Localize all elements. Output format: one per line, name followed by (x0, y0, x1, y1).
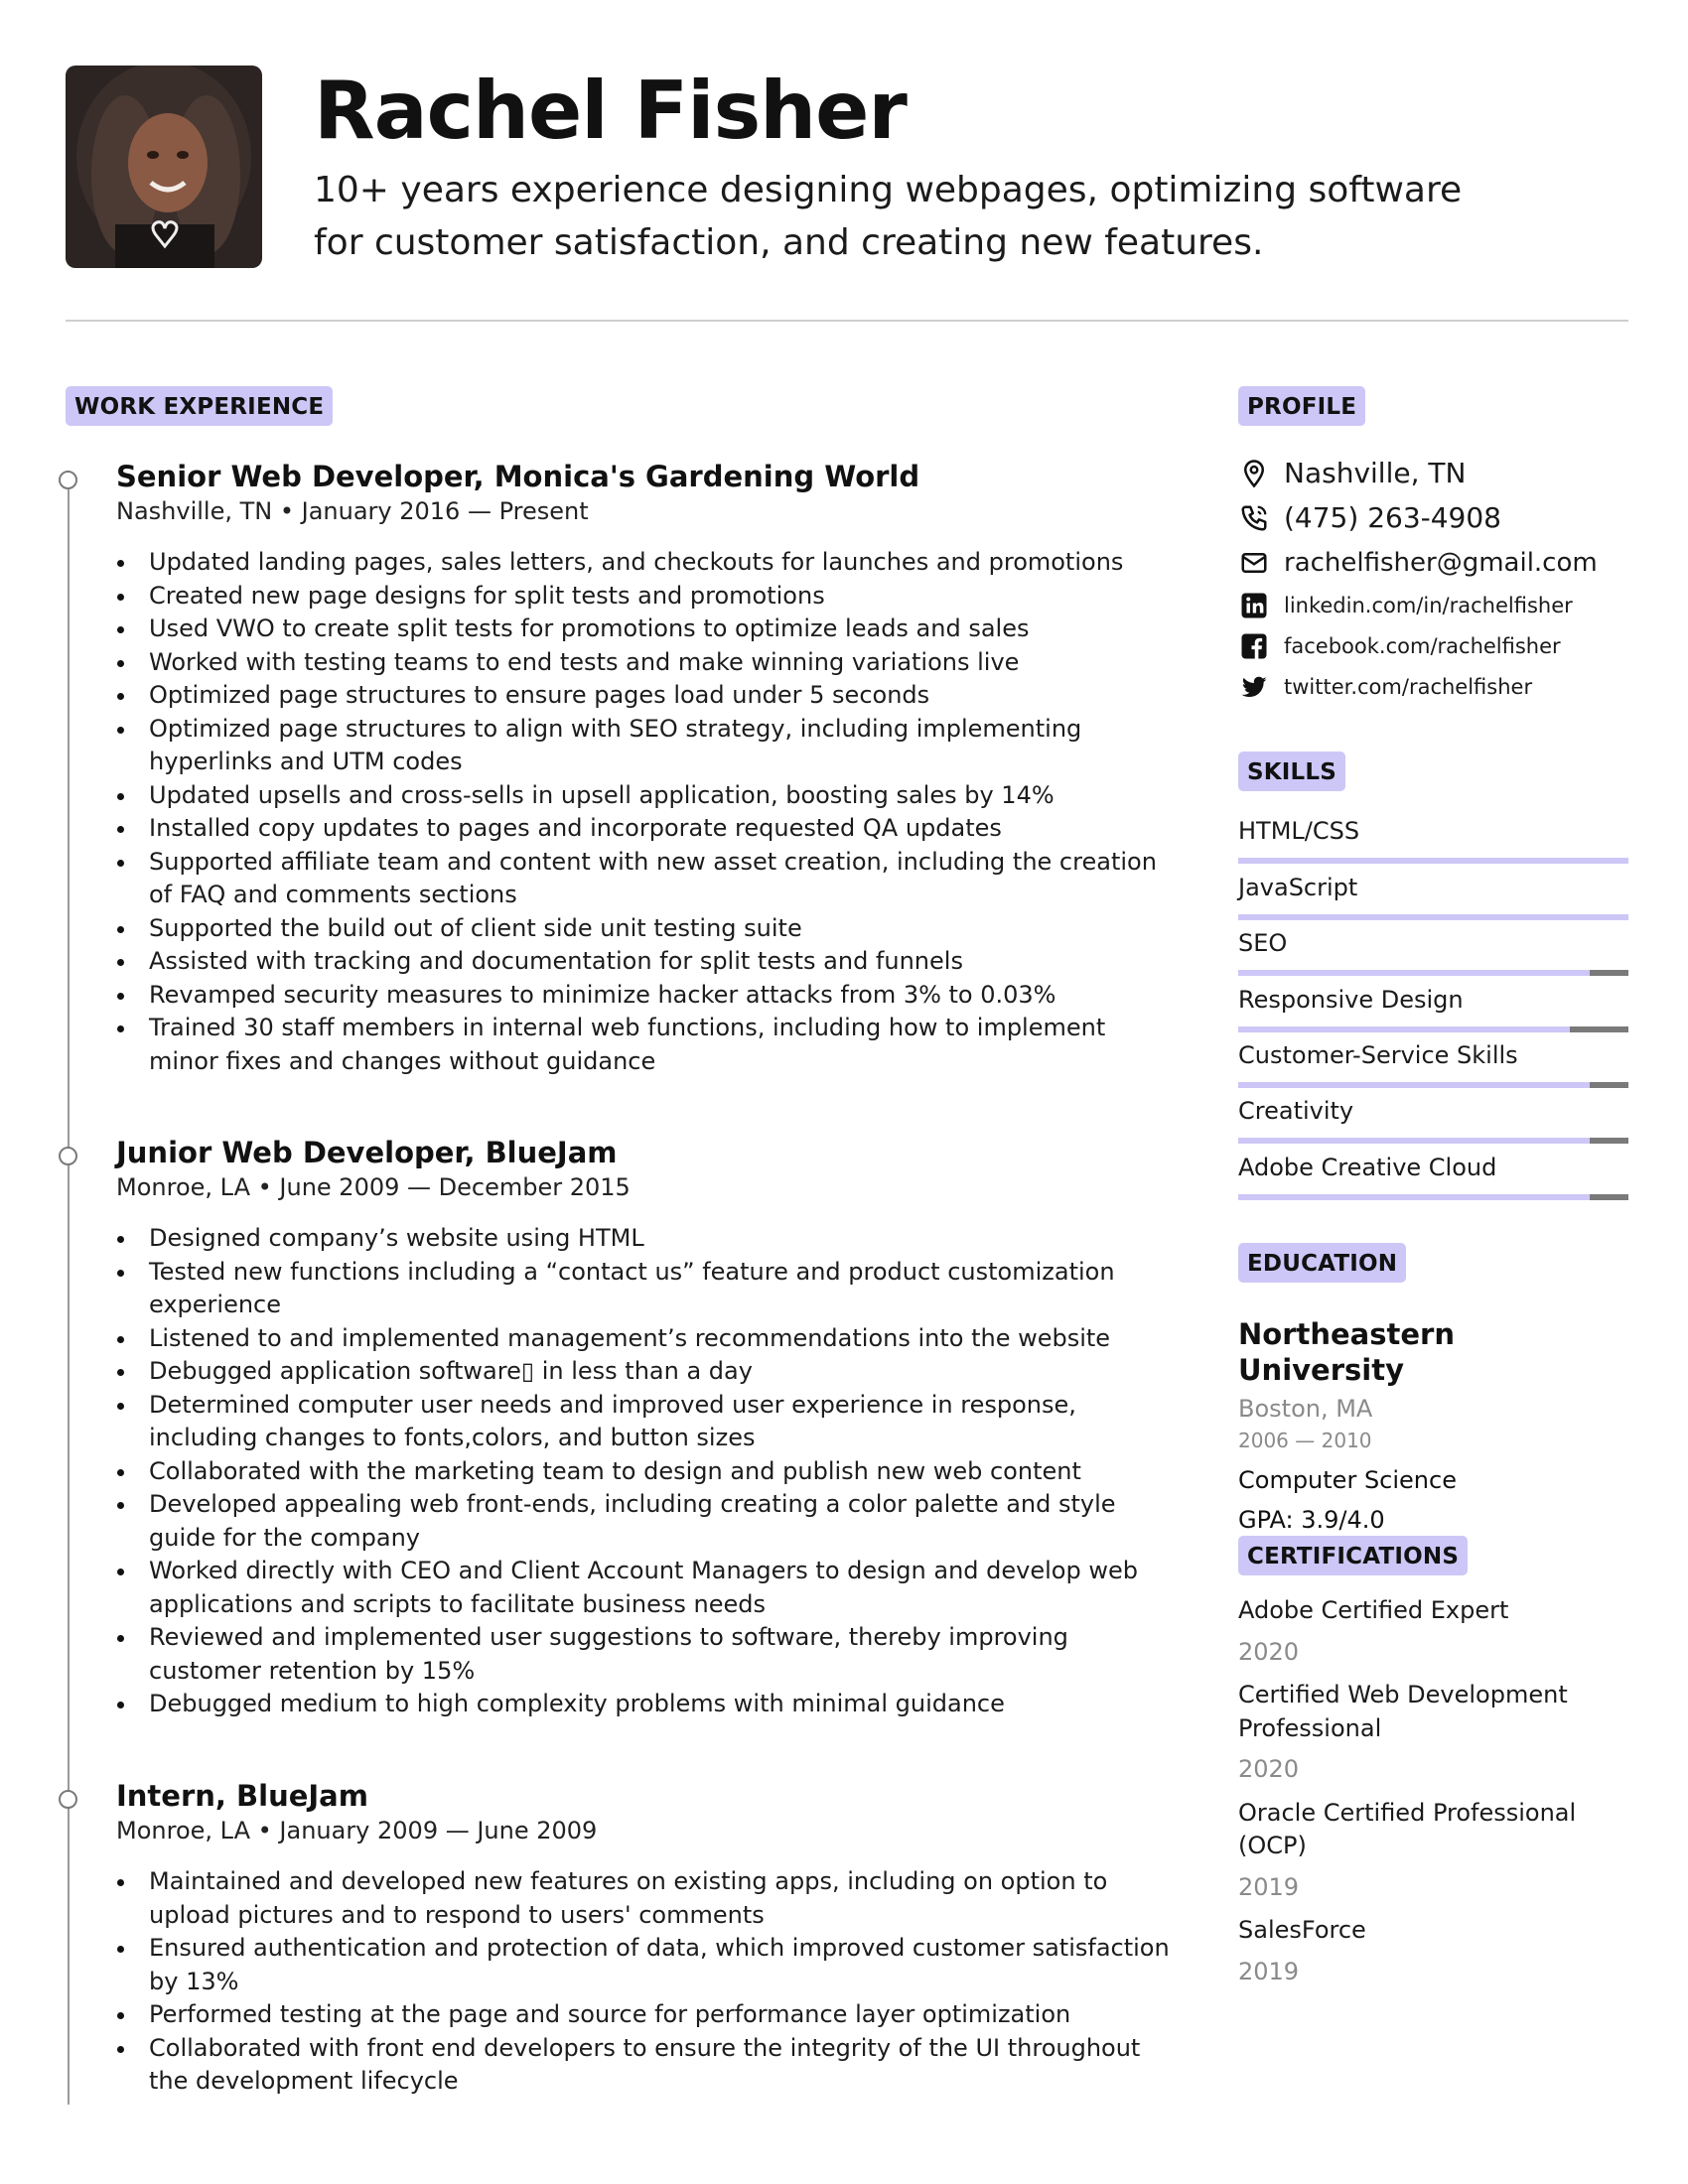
job-bullet: Installed copy updates to pages and incorporate requested QA updates (147, 812, 1178, 846)
profile-photo-image (66, 66, 262, 268)
job-bullet: Worked with testing teams to end tests and make winning variations live (147, 646, 1178, 680)
job-bullet: Supported affiliate team and content with new asset creation, including the creation of FAQ and comments sections (147, 846, 1178, 912)
work-experience-heading: WORK EXPERIENCE (66, 386, 333, 426)
skill-item (1238, 873, 1628, 920)
contact-linkedin (1238, 585, 1630, 625)
job-bullet: Revamped security measures to minimize hacker attacks from 3% to 0.03% (147, 979, 1178, 1013)
job-bullet-list (66, 1865, 1178, 2099)
certification-year: 2020 (1238, 1755, 1300, 1783)
linkedin-link[interactable]: linkedin.com/in/rachelfisher (1284, 593, 1573, 617)
timeline-dot (59, 471, 77, 489)
contact-email (1238, 540, 1630, 585)
job-bullet-list (66, 1222, 1178, 1721)
summary: 10+ years experience designing webpages, optimizing software for customer satisfaction, and creating new features. (314, 170, 1463, 263)
profile-heading: PROFILE (1238, 386, 1365, 426)
job-entry (66, 1778, 1178, 2099)
skill-item (1238, 928, 1628, 976)
job-bullet: Designed company’s website using HTML (147, 1222, 1178, 1256)
job-bullet: Trained 30 staff members in internal web functions, including how to implement minor fixes and changes without guidance (147, 1012, 1178, 1078)
skill-bar (1238, 914, 1628, 920)
skill-bar (1238, 1082, 1628, 1088)
skill-bar (1238, 858, 1628, 864)
candidate-name: Rachel Fisher (314, 65, 907, 157)
skill-bar (1238, 1138, 1628, 1144)
job-title: Senior Web Developer, Monica's Gardening World (116, 460, 920, 493)
job-bullet: Ensured authentication and protection of data, which improved customer satisfaction by 13% (147, 1932, 1178, 1998)
job-bullet: Developed appealing web front-ends, including creating a color palette and style guide for the company (147, 1488, 1178, 1555)
certification-list (1238, 1594, 1630, 1988)
education-heading: EDUCATION (1238, 1243, 1406, 1283)
mail-icon (1238, 547, 1270, 579)
skills-heading: SKILLS (1238, 751, 1345, 791)
skill-bar (1238, 1194, 1628, 1200)
skill-bar-remainder (1590, 970, 1628, 976)
skill-name: Customer-Service Skills (1238, 1041, 1518, 1069)
certifications-heading: CERTIFICATIONS (1238, 1536, 1468, 1575)
facebook-icon (1238, 630, 1270, 662)
contact-facebook (1238, 625, 1630, 666)
school-name: Northeastern University (1238, 1317, 1455, 1387)
job-bullet: Updated landing pages, sales letters, and checkouts for launches and promotions (147, 546, 1178, 580)
skill-name: JavaScript (1238, 874, 1358, 901)
twitter-link[interactable]: twitter.com/rachelfisher (1284, 674, 1533, 699)
job-bullet: Debugged application software▯ in less than a day (147, 1355, 1178, 1389)
certification-item (1238, 1797, 1630, 1905)
skill-name: Responsive Design (1238, 986, 1464, 1014)
skill-bar (1238, 1026, 1628, 1032)
certification-item (1238, 1914, 1630, 1988)
job-bullet: Used VWO to create split tests for promotions to optimize leads and sales (147, 613, 1178, 646)
skill-item (1238, 1096, 1628, 1144)
job-bullet: Debugged medium to high complexity problems with minimal guidance (147, 1688, 1178, 1721)
skill-bar (1238, 970, 1628, 976)
twitter-icon (1238, 671, 1270, 703)
job-bullet: Listened to and implemented management’s recommendations into the website (147, 1322, 1178, 1356)
location-pin-icon (1238, 458, 1270, 489)
education-entry (1238, 1316, 1630, 1537)
job-meta: Nashville, TN • January 2016 — Present (116, 497, 589, 525)
header-divider (66, 320, 1628, 322)
education-major: Computer Science (1238, 1466, 1457, 1494)
certification-name: Adobe Certified Expert (1238, 1596, 1509, 1624)
job-bullet: Updated upsells and cross-sells in upsell application, boosting sales by 14% (147, 779, 1178, 813)
certification-name: Certified Web Development Professional (1238, 1681, 1568, 1742)
job-bullet: Supported the build out of client side unit testing suite (147, 912, 1178, 946)
certification-year: 2019 (1238, 1872, 1300, 1901)
certification-year: 2020 (1238, 1637, 1300, 1666)
job-bullet-list (66, 546, 1178, 1078)
skill-name: Adobe Creative Cloud (1238, 1154, 1497, 1181)
job-bullet: Optimized page structures to ensure pages load under 5 seconds (147, 679, 1178, 713)
location-text: Nashville, TN (1284, 457, 1467, 489)
certification-item (1238, 1679, 1630, 1787)
phone-text[interactable]: (475) 263-4908 (1284, 501, 1501, 534)
skill-item (1238, 1153, 1628, 1200)
skill-bar-remainder (1590, 1138, 1628, 1144)
job-bullet: Performed testing at the page and source for performance layer optimization (147, 1998, 1178, 2032)
certification-year: 2019 (1238, 1957, 1300, 1985)
job-bullet: Optimized page structures to align with SEO strategy, including implementing hyperlinks and UTM codes (147, 713, 1178, 779)
profile-contact-list (1238, 451, 1630, 707)
job-bullet: Maintained and developed new features on existing apps, including on option to upload pictures and to respond to users' comments (147, 1865, 1178, 1932)
skill-item (1238, 816, 1628, 864)
job-bullet: Collaborated with front end developers to ensure the integrity of the UI throughout the development lifecycle (147, 2032, 1178, 2099)
job-entry (66, 459, 1178, 1078)
skill-name: HTML/CSS (1238, 817, 1360, 845)
job-bullet: Collaborated with the marketing team to design and publish new web content (147, 1455, 1178, 1489)
job-entry (66, 1135, 1178, 1721)
facebook-link[interactable]: facebook.com/rachelfisher (1284, 633, 1561, 658)
skill-name: Creativity (1238, 1097, 1354, 1125)
job-bullet: Determined computer user needs and improved user experience in response, including changes to fonts,colors, and button sizes (147, 1389, 1178, 1455)
certification-name: Oracle Certified Professional (OCP) (1238, 1798, 1577, 1859)
job-title: Junior Web Developer, BlueJam (116, 1136, 618, 1169)
job-meta: Monroe, LA • June 2009 — December 2015 (116, 1173, 631, 1201)
contact-location (1238, 451, 1630, 495)
job-bullet: Reviewed and implemented user suggestions to software, thereby improving customer retention by 15% (147, 1621, 1178, 1688)
certification-item (1238, 1594, 1630, 1669)
education-years: 2006 — 2010 (1238, 1429, 1372, 1452)
job-bullet: Tested new functions including a “contact us” feature and product customization experience (147, 1256, 1178, 1322)
contact-twitter (1238, 666, 1630, 707)
job-title: Intern, BlueJam (116, 1779, 368, 1813)
skill-bar-remainder (1570, 1026, 1628, 1032)
timeline-dot (59, 1790, 77, 1809)
email-link[interactable]: rachelfisher@gmail.com (1284, 547, 1598, 578)
profile-photo (66, 66, 262, 268)
timeline-dot (59, 1147, 77, 1165)
linkedin-icon (1238, 590, 1270, 621)
skill-item (1238, 1040, 1628, 1088)
job-bullet: Assisted with tracking and documentation for split tests and funnels (147, 945, 1178, 979)
skill-name: SEO (1238, 929, 1288, 957)
certification-name: SalesForce (1238, 1916, 1366, 1944)
skill-bar-remainder (1590, 1194, 1628, 1200)
contact-phone (1238, 495, 1630, 540)
school-location: Boston, MA (1238, 1395, 1373, 1423)
job-bullet: Worked directly with CEO and Client Account Managers to design and develop web applications and scripts to facilitate business needs (147, 1555, 1178, 1621)
phone-icon (1238, 502, 1270, 534)
skill-item (1238, 985, 1628, 1032)
education-gpa: GPA: 3.9/4.0 (1238, 1506, 1385, 1534)
skill-bar-remainder (1590, 1082, 1628, 1088)
job-meta: Monroe, LA • January 2009 — June 2009 (116, 1817, 598, 1844)
job-bullet: Created new page designs for split tests and promotions (147, 580, 1178, 614)
